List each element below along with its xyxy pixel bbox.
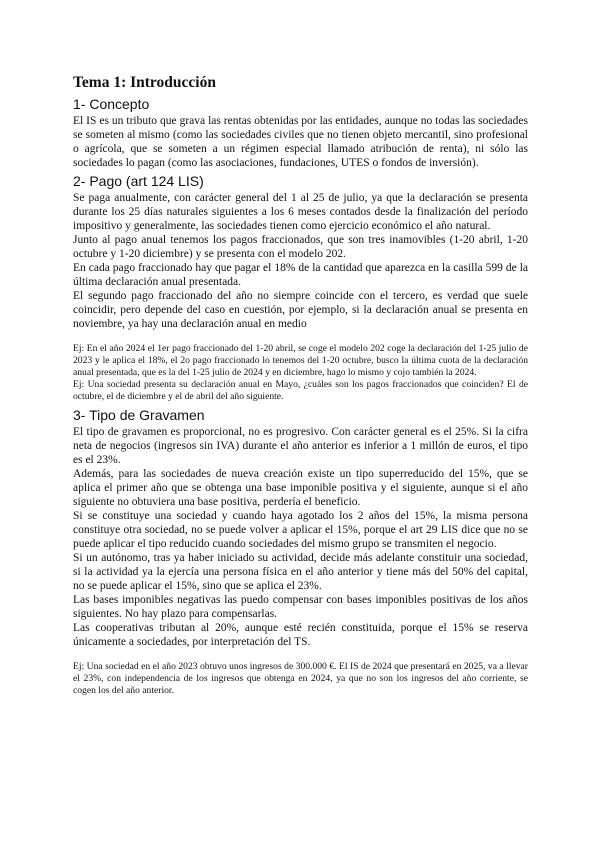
document-page xyxy=(73,70,528,697)
document-title: Tema 1: Introducción xyxy=(73,74,216,91)
paragraph: Si se constituye una sociedad y cuando haya agotado los 2 años del 15%, la misma persona constituye otra sociedad, no se puede volver a aplicar el 15%, porque el art 29 LIS dice que no se puede aplicar el tipo reducido cuando sociedades del mismo grupo se transmiten el negocio. xyxy=(73,510,528,550)
paragraph: Junto al pago anual tenemos los pagos fraccionados, que son tres inamovibles (1-20 abril, 1-20 octubre y 1-20 diciembre) y se presenta con el modelo 202. xyxy=(73,234,528,260)
example-paragraph: Ej: En el año 2024 el 1er pago fraccionado del 1-20 abril, se coge el modelo 202 coge la declaración del 1-25 julio de 2023 y le aplica el 18%, el 2o pago fraccionado lo tenemos del 1-20 octubre, busco la última cuota de la declaración anual presentada, que es la del 1-25 julio de 2024 y en diciembre, hago lo mismo y cojo también la 2024. xyxy=(73,343,528,378)
section-heading-tipo-gravamen: 3- Tipo de Gravamen xyxy=(73,407,205,423)
section-heading-pago: 2- Pago (art 124 LIS) xyxy=(73,173,204,189)
example-paragraph: Ej: Una sociedad en el año 2023 obtuvo unos ingresos de 300.000 €. El IS de 2024 que presentará en 2025, va a llevar el 23%, con independencia de los ingresos que obtenga en 2024, ya que no son los ingresos del año corriente, se cogen los del año anterior. xyxy=(73,661,528,696)
paragraph: El segundo pago fraccionado del año no siempre coincide con el tercero, es verdad que suele coincidir, pero depende del caso en cuestión, por ejemplo, si la declaración anual se presenta en noviembre, ya hay una declaración anual en medio xyxy=(73,290,528,330)
paragraph: Las bases imponibles negativas las puedo compensar con bases imponibles positivas de los años siguientes. No hay plazo para compensarlas. xyxy=(73,594,528,620)
paragraph: Además, para las sociedades de nueva creación existe un tipo superreducido del 15%, que se aplica el primer año que se obtenga una base imponible positiva y el siguiente, aunque si el año siguiente no obtuviera una base positiva, perdería el beneficio. xyxy=(73,468,528,508)
paragraph: El tipo de gravamen es proporcional, no es progresivo. Con carácter general es el 25%. Si la cifra neta de negocios (ingresos sin IVA) durante el año anterior es inferior a 1 millón de euros, el tipo es el 23%. xyxy=(73,426,528,466)
paragraph: Si un autónomo, tras ya haber iniciado su actividad, decide más adelante constituir una sociedad, si la actividad ya la ejercía una persona física en el año anterior y tiene más del 50% del capital, no se puede aplicar el 15%, sino que se aplica el 23%. xyxy=(73,552,528,592)
paragraph: En cada pago fraccionado hay que pagar el 18% de la cantidad que aparezca en la casilla 599 de la última declaración anual presentada. xyxy=(73,262,528,288)
paragraph: El IS es un tributo que grava las rentas obtenidas por las entidades, aunque no todas las sociedades se someten al mismo (como las sociedades civiles que no tienen objeto mercantil, sino profesional o agrícola, que se someten a un régimen especial llamado atribución de renta), ni sólo las sociedades lo pagan (como las asociaciones, fundaciones, UTES o fondos de inversión). xyxy=(73,115,528,169)
paragraph: Se paga anualmente, con carácter general del 1 al 25 de julio, ya que la declaración se presenta durante los 25 días naturales siguientes a los 6 meses contados desde la finalización del período impositivo y generalmente, las sociedades tienen como ejercicio económico el año natural. xyxy=(73,192,528,232)
paragraph: Las cooperativas tributan al 20%, aunque esté recién constituida, porque el 15% se reserva únicamente a sociedades, por interpretación del TS. xyxy=(73,622,528,648)
section-heading-concepto: 1- Concepto xyxy=(73,96,150,112)
example-paragraph: Ej: Una sociedad presenta su declaración anual en Mayo, ¿cuáles son los pagos fraccionados que coinciden? El de octubre, el de diciembre y el de abril del año siguiente. xyxy=(73,379,528,402)
